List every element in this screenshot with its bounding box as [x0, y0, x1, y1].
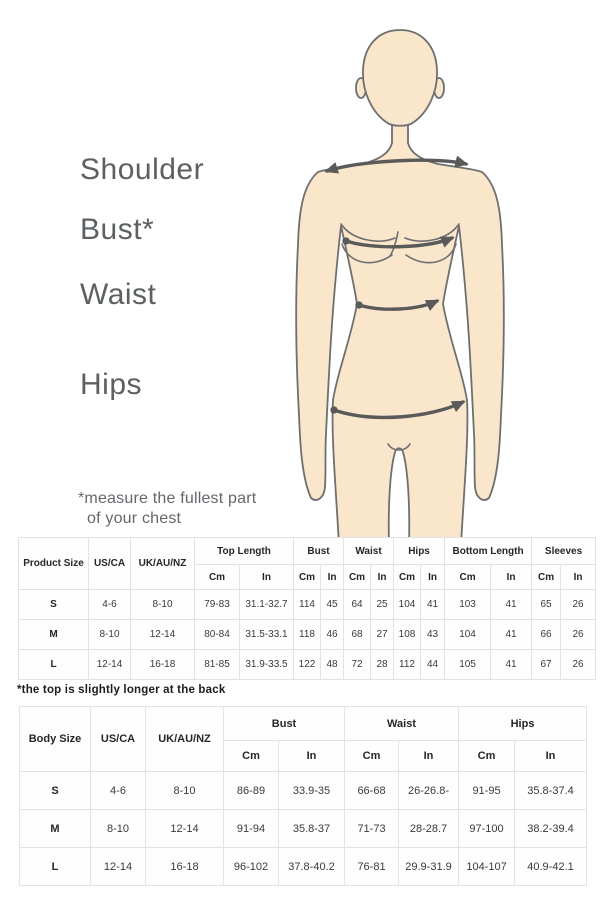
- group-header: Bottom Length: [445, 538, 532, 565]
- uk-au-nz-cell: 12-14: [131, 620, 195, 650]
- value-cell: 25: [371, 590, 394, 620]
- product-size-table: [18, 537, 596, 680]
- uk-au-nz-cell: 8-10: [131, 590, 195, 620]
- bust-measure-footnote-line2: of your chest: [87, 510, 182, 528]
- value-cell: 80-84: [195, 620, 240, 650]
- value-cell: 45: [321, 590, 344, 620]
- us-ca-cell: 4-6: [89, 590, 131, 620]
- label-shoulder: Shoulder: [80, 153, 205, 186]
- unit-header-cm: Cm: [195, 565, 240, 590]
- value-cell: 28-28.7: [399, 810, 459, 848]
- unit-header-in: In: [515, 741, 587, 772]
- size-cell: M: [20, 810, 91, 848]
- unit-header-cm: Cm: [445, 565, 491, 590]
- group-header: Bust: [294, 538, 344, 565]
- figure-body: [296, 112, 504, 538]
- value-cell: 26: [561, 620, 596, 650]
- unit-header-cm: Cm: [224, 741, 279, 772]
- value-cell: 40.9-42.1: [515, 848, 587, 886]
- us-ca-cell: 4-6: [91, 772, 146, 810]
- value-cell: 67: [532, 650, 561, 680]
- table-row: [19, 590, 596, 620]
- uk-au-nz-cell: 12-14: [146, 810, 224, 848]
- label-waist: Waist: [80, 278, 157, 311]
- group-header: Waist: [345, 707, 459, 741]
- value-cell: 103: [445, 590, 491, 620]
- unit-header-cm: Cm: [344, 565, 371, 590]
- size-cell: L: [20, 848, 91, 886]
- unit-header-in: In: [561, 565, 596, 590]
- value-cell: 66-68: [345, 772, 399, 810]
- corner-header: Body Size: [20, 707, 91, 772]
- value-cell: 35.8-37: [279, 810, 345, 848]
- value-cell: 64: [344, 590, 371, 620]
- unit-header-in: In: [240, 565, 294, 590]
- product-table: [18, 537, 596, 680]
- value-cell: 108: [394, 620, 421, 650]
- value-cell: 114: [294, 590, 321, 620]
- value-cell: 97-100: [459, 810, 515, 848]
- value-cell: 112: [394, 650, 421, 680]
- value-cell: 72: [344, 650, 371, 680]
- value-cell: 122: [294, 650, 321, 680]
- region-header: US/CA: [91, 707, 146, 772]
- unit-header-cm: Cm: [345, 741, 399, 772]
- table-row: [20, 810, 587, 848]
- value-cell: 48: [321, 650, 344, 680]
- value-cell: 91-94: [224, 810, 279, 848]
- value-cell: 76-81: [345, 848, 399, 886]
- unit-header-in: In: [491, 565, 532, 590]
- group-header: Waist: [344, 538, 394, 565]
- value-cell: 81-85: [195, 650, 240, 680]
- bust-measure-footnote: [78, 489, 256, 530]
- table-row: [19, 620, 596, 650]
- table-row: [20, 772, 587, 810]
- unit-header-cm: Cm: [394, 565, 421, 590]
- value-cell: 38.2-39.4: [515, 810, 587, 848]
- value-cell: 104: [445, 620, 491, 650]
- size-cell: S: [19, 590, 89, 620]
- value-cell: 104-107: [459, 848, 515, 886]
- value-cell: 105: [445, 650, 491, 680]
- region-header: UK/AU/NZ: [131, 538, 195, 590]
- size-cell: S: [20, 772, 91, 810]
- value-cell: 43: [421, 620, 445, 650]
- bust-measure-footnote-line1: *measure the fullest part: [78, 490, 257, 507]
- value-cell: 104: [394, 590, 421, 620]
- value-cell: 41: [421, 590, 445, 620]
- value-cell: 79-83: [195, 590, 240, 620]
- us-ca-cell: 8-10: [89, 620, 131, 650]
- uk-au-nz-cell: 16-18: [131, 650, 195, 680]
- value-cell: 71-73: [345, 810, 399, 848]
- value-cell: 66: [532, 620, 561, 650]
- value-cell: 29.9-31.9: [399, 848, 459, 886]
- unit-header-in: In: [321, 565, 344, 590]
- group-header: Top Length: [195, 538, 294, 565]
- value-cell: 41: [491, 590, 532, 620]
- value-cell: 28: [371, 650, 394, 680]
- group-header: Bust: [224, 707, 345, 741]
- value-cell: 35.8-37.4: [515, 772, 587, 810]
- group-header: Hips: [459, 707, 587, 741]
- unit-header-in: In: [399, 741, 459, 772]
- label-bust: Bust*: [80, 213, 155, 246]
- value-cell: 91-95: [459, 772, 515, 810]
- value-cell: 41: [491, 620, 532, 650]
- value-cell: 46: [321, 620, 344, 650]
- value-cell: 26-26.8-: [399, 772, 459, 810]
- value-cell: 26: [561, 590, 596, 620]
- body-figure-illustration: [285, 14, 600, 538]
- value-cell: 26: [561, 650, 596, 680]
- us-ca-cell: 12-14: [89, 650, 131, 680]
- value-cell: 31.1-32.7: [240, 590, 294, 620]
- unit-header-cm: Cm: [294, 565, 321, 590]
- group-header: Sleeves: [532, 538, 596, 565]
- region-header: UK/AU/NZ: [146, 707, 224, 772]
- top-length-footnote: *the top is slightly longer at the back: [17, 684, 226, 696]
- uk-au-nz-cell: 16-18: [146, 848, 224, 886]
- value-cell: 41: [491, 650, 532, 680]
- value-cell: 68: [344, 620, 371, 650]
- us-ca-cell: 8-10: [91, 810, 146, 848]
- group-header: Hips: [394, 538, 445, 565]
- value-cell: 27: [371, 620, 394, 650]
- unit-header-in: In: [371, 565, 394, 590]
- value-cell: 96-102: [224, 848, 279, 886]
- value-cell: 31.9-33.5: [240, 650, 294, 680]
- figure-head: [363, 30, 437, 126]
- unit-header-cm: Cm: [459, 741, 515, 772]
- value-cell: 33.9-35: [279, 772, 345, 810]
- value-cell: 37.8-40.2: [279, 848, 345, 886]
- value-cell: 65: [532, 590, 561, 620]
- unit-header-in: In: [421, 565, 445, 590]
- value-cell: 118: [294, 620, 321, 650]
- table-row: [20, 848, 587, 886]
- uk-au-nz-cell: 8-10: [146, 772, 224, 810]
- size-cell: M: [19, 620, 89, 650]
- value-cell: 86-89: [224, 772, 279, 810]
- region-header: US/CA: [89, 538, 131, 590]
- body-table: [19, 706, 587, 886]
- size-cell: L: [19, 650, 89, 680]
- us-ca-cell: 12-14: [91, 848, 146, 886]
- value-cell: 31.5-33.1: [240, 620, 294, 650]
- table-row: [19, 650, 596, 680]
- unit-header-in: In: [279, 741, 345, 772]
- corner-header: Product Size: [19, 538, 89, 590]
- body-size-table: [19, 706, 587, 886]
- unit-header-cm: Cm: [532, 565, 561, 590]
- value-cell: 44: [421, 650, 445, 680]
- label-hips: Hips: [80, 368, 143, 401]
